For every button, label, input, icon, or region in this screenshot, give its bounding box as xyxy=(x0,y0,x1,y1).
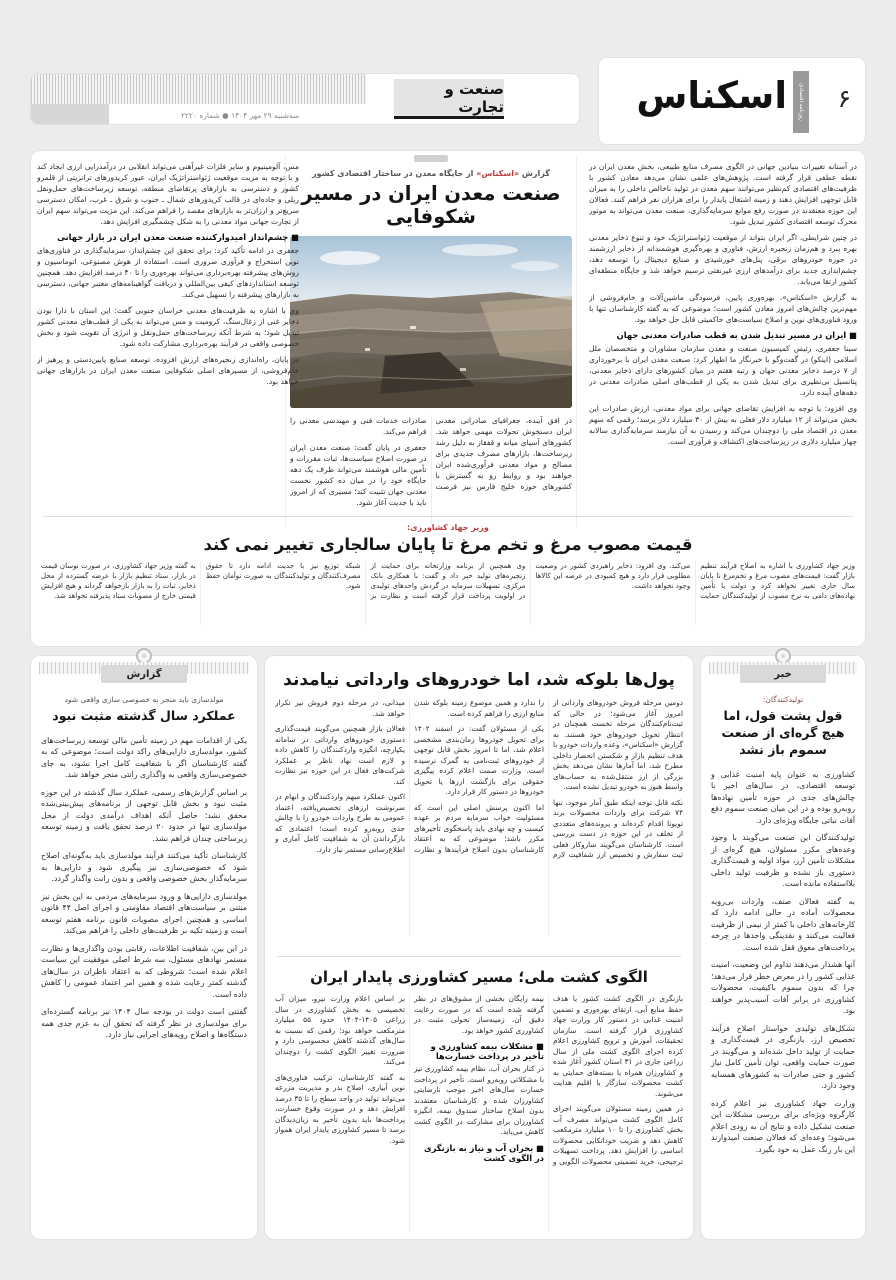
body-paragraph: یکی از مسئولان گفت: در اسفند ۱۴۰۲ برای تحویل خودروها زمان‌بندی مشخصی اعلام شد، اما تا امروز بخش قابل توجهی از خودروهای ثبت‌نامی به گمرک نرسیده است. وزارت صمت اعلام کرده پیگیری حقوقی برای بازگشت ارزها یا تحویل خودروها در دستور کار قرار دارد. xyxy=(414,724,544,796)
body-paragraph: سینا جعفری، رئیس کمیسیون صنعت و معدن سازمان مشاوران و متخصصان ملل اسلامی (اینکو) در گفت‌وگو با خبرنگار ما اظهار کرد: صنعت معدن ایران با برخورداری از ۷ درصد ذخایر معدنی جهان و رتبه هفتم در میان کشورهای دارای ذخایر معدنی، پتانسیل بی‌نظیری برای تبدیل شدن به یکی از قطب‌های اصلی صادرات معدنی در دهه‌های آینده دارد. xyxy=(589,344,857,397)
body-paragraph: به گفته وزیر جهاد کشاورزی، در صورت نوسان قیمت در بازار، ستاد تنظیم بازار با عرضه گسترده از محل ذخایر، ثبات را به بازار بازخواهد گرداند و هیچ افزایش قیمتی خارج از مصوبات ستاد پذیرفته نخواهد شد. xyxy=(41,562,196,600)
body-paragraph: گفتنی است دولت در بودجه سال ۱۴۰۴ نیز برنامه گسترده‌ای برای مولدسازی در نظر گرفته که تحقق آن به عزم جدی همه دستگاه‌ها و اصلاح رویه‌های اجرایی نیاز دارد. xyxy=(41,1007,247,1040)
crops-subhead-water: ■ بحران آب و نیاز به بازنگری در الگوی کشت xyxy=(424,1142,544,1163)
body-paragraph: فعالان بازار همچنین می‌گویند قیمت‌گذاری دستوری خودروهای وارداتی در سامانه یکپارچه، انگیزه واردکنندگان را کاهش داده و لازم است نهاد ناظر بر عملکرد شرکت‌های فعال در این حوزه نیز نظارت کند. xyxy=(275,724,405,786)
report-body xyxy=(31,731,257,1213)
report-card xyxy=(30,655,258,1240)
kicker-text: گزارش xyxy=(519,169,550,178)
header-gray-block xyxy=(31,104,109,125)
body-paragraph: آنها هشدار می‌دهند تداوم این وضعیت، امنیت غذایی کشور را در معرض خطر قرار می‌دهد؛ چرا که بدون سموم باکیفیت، محصولات کشاورزی در برابر آفات آسیب‌پذیر خواهند بود. xyxy=(711,960,855,1016)
chicken-kicker: وزیر جهاد کشاورزی: xyxy=(407,523,489,532)
article-chicken xyxy=(41,523,855,625)
news-headline: قول پشت قول، اما هیچ گره‌ای از صنعت سموم باز نشد xyxy=(721,708,845,757)
article-cars-crops-card xyxy=(264,655,694,1240)
body-paragraph: یکی از اقدامات مهم در زمینه تأمین مالی توسعه زیرساخت‌های کشور، مولدسازی دارایی‌های راکد دولت است؛ موضوعی که به گفته کارشناسان اگر با شفافیت کامل اجرا نشود، به جای خصوصی‌سازی واقعی به واگذاری رانتی منجر خواهد شد. xyxy=(41,735,247,780)
body-paragraph: کشاورزی به عنوان پایه امنیت غذایی و توسعه اقتصادی، در سال‌های اخیر با چالش‌های جدی در حوزه تأمین نهاده‌ها روبه‌رو بوده و در این میان صنعت سموم دفع آفات نباتی جایگاه ویژه‌ای دارد. xyxy=(711,769,855,825)
body-paragraph: وی با اشاره به ظرفیت‌های معدنی خراسان جنوبی گفت: این استان با دارا بودن ذخایر غنی از زغال‌سنگ، کرومیت و مس می‌تواند به یکی از قطب‌های معدنی کشور تبدیل شود؛ به شرط آنکه زیرساخت‌های حمل‌ونقل و انرژی آن تقویت شود و بخش خصوصی واقعی در فرآیند بهره‌برداری مشارکت داده شود. xyxy=(37,306,299,348)
body-paragraph: جعفری در پایان گفت: صنعت معدن ایران در صورت اصلاح سیاست‌ها، ثبات مقررات و تأمین مالی هوشمند می‌تواند ظرف یک دهه جایگاه خود را در میان ده کشور نخست معدنی جهان تثبیت کند؛ مسیری که از امروز باید با جدیت آغاز شود. xyxy=(290,442,427,507)
body-paragraph: اکنون عملکرد مبهم واردکنندگان و ابهام در سرنوشت ارزهای تخصیص‌یافته، اعتماد عمومی به طرح واردات خودرو را با چالش جدی روبه‌رو کرده است؛ اعتمادی که بازگرداندن آن به شفافیت کامل آماری و اطلاع‌رسانی مستمر نیاز دارد. xyxy=(275,792,405,854)
body-paragraph: دومین مرحله فروش خودروهای وارداتی از امروز آغاز می‌شود؛ در حالی که ثبت‌نام‌کنندگان مرحله نخست همچنان در انتظار تحویل خودروهای خود هستند. به گزارش «اسکناس»، وعده واردات خودرو با هدف تنظیم بازار و شکستن انحصار داخلی مطرح شد، اما آمارها نشان می‌دهد بخش بزرگی از ارز منتقل‌شده به حساب‌های واسط هنوز به خودرو تبدیل نشده است. xyxy=(553,698,683,791)
body-paragraph: مس، آلومینیوم و سایر فلزات غیرآهنی می‌تواند انقلابی در درآمدزایی ارزی ایجاد کند و با توجه به مزیت موقعیت ژئواستراتژیک ایران، عبور کریدورهای ترانزیتی از قلمرو کشور و دسترسی به بازارهای پرتقاضای منطقه، توسعه زیرساخت‌های حمل‌ونقل ریلی و جاده‌ای در قالب کریدورهای شمال ـ جنوب و شرق ـ غرب، امکان دسترسی سریع‌تر و ارزان‌تر به بازارهای مقصد را فراهم می‌کند. این مزیت می‌تواند سهم ایران از تجارت جهانی مواد معدنی را به شکل چشمگیری افزایش دهد. xyxy=(37,162,299,226)
header-hatch-decoration xyxy=(31,74,366,104)
cars-headline: پول‌ها بلوکه شد، اما خودروهای وارداتی نیامدند xyxy=(283,670,675,690)
mine-center-columns xyxy=(290,415,572,527)
kicker-brand: «اسکناس» xyxy=(476,169,520,178)
news-body xyxy=(701,765,865,1247)
body-paragraph: در همین زمینه مسئولان می‌گویند اجرای کامل الگوی کشت می‌تواند مصرف آب بخش کشاورزی را تا ۱۰ میلیارد مترمکعب کاهش دهد و ضریب خوداتکایی محصولات اساسی را افزایش دهد. پرداخت تسهیلات ترجیحی، خرید تضمینی محصولات الگویی و بیمه رایگان بخشی از مشوق‌های در نظر گرفته شده است که در صورت رعایت دقیق آن، زمینه‌ساز تحولی مثبت در کشاورزی کشور خواهد بود. xyxy=(414,994,683,1166)
body-paragraph: اما اکنون پرسش اصلی این است که مسئولیت خواب سرمایه مردم بر عهده کیست و چه نهادی باید پاسخگوی تأخیرهای مکرر باشد؛ موضوعی که به اعتقاد کارشناسان بدون اصلاح فرآیندها و نظارت میدانی، در مرحله دوم فروش نیز تکرار خواهد شد. xyxy=(275,698,544,854)
body-paragraph: در این بین، شفافیت اطلاعات، رقابتی بودن واگذاری‌ها و نظارت مستمر نهادهای مسئول، سه شرط اصلی موفقیت این سیاست اعلام شده است؛ شروطی که به اعتقاد ناظران در سال‌های گذشته کمتر رعایت شده و همین امر اعتماد عمومی را کاهش داده است. xyxy=(41,943,247,999)
mine-photo xyxy=(290,236,572,408)
crops-headline: الگوی کشت ملی؛ مسیر کشاورزی پایدار ایران xyxy=(310,968,648,986)
body-paragraph: وی افزود: با توجه به افزایش تقاضای جهانی برای مواد معدنی، ارزش صادرات این بخش می‌تواند از ۱۲ میلیارد دلار فعلی به بیش از ۳۰ میلیارد دلار برسد؛ رقمی که سهم معدن در اقتصاد ملی را دوچندان می‌کند و رسیدن به آن نیازمند سرمایه‌گذاری سالانه چهار میلیارد دلاری در زیرساخت‌های اکتشاف و فرآوری است. xyxy=(589,404,857,446)
headline-ornament xyxy=(414,155,448,162)
body-paragraph: وزارت جهاد کشاورزی نیز اعلام کرده کارگروه ویژه‌ای برای بررسی مشکلات این صنعت تشکیل داده و نتایج آن به زودی اعلام می‌شود؛ وعده‌ای که فعالان صنعت امیدوارند این بار رنگ عمل به خود بگیرد. xyxy=(711,1098,855,1154)
mine-kicker xyxy=(290,169,572,178)
body-paragraph: جعفری در ادامه تأکید کرد: برای تحقق این چشم‌انداز، سرمایه‌گذاری در فناوری‌های نوین استخراج و فرآوری ضروری است. استفاده از هوش مصنوعی، اتوماسیون و روش‌های پیشرفته بهره‌برداری می‌تواند بهره‌وری را تا ۴۰ درصد افزایش دهد. همچنین توسعه استانداردهای کیفی بین‌المللی و دریافت گواهینامه‌های معتبر جهانی، دسترسی به بازارهای پیشرفته را تسهیل می‌کند. xyxy=(37,246,299,299)
date-line: سه‌شنبه ۲۹ مهر ۱۴۰۴ ● شماره ۲۲۲۰ xyxy=(180,110,300,120)
mine-subhead-exports: ■ ایران در مسیر تبدیل شدن به قطب صادرات معدنی جهان xyxy=(616,330,857,340)
chicken-columns xyxy=(41,561,855,625)
body-paragraph: نکته قابل توجه اینکه طبق آمار موجود، تنها ۷۴ شرکت برای واردات محصولات برند تویوتا اقدام کرده‌اند و پرونده‌های متعددی از تخلف در این حوزه در دست بررسی است. کارشناسان می‌گویند سازوکار فعلی ثبت سفارش و تخصیص ارز شفافیت لازم را ندارد و همین موضوع زمینه بلوکه شدن منابع ارزی را فراهم کرده است. xyxy=(414,698,683,859)
body-paragraph: بر اساس گزارش‌های رسمی، عملکرد سال گذشته در این حوزه مثبت نبود و بخش قابل توجهی از برنامه‌های پیش‌بینی‌شده محقق نشد؛ حاصل آنکه اهداف درآمدی دولت از محل مولدسازی تنها در حدود ۲۰ درصد تحقق یافت و زمینه توسعه زیرساختی چندان فراهم نشد. xyxy=(41,787,247,843)
body-paragraph: بازنگری در الگوی کشت کشور با هدف حفظ منابع آبی، ارتقای بهره‌وری و تضمین امنیت غذایی در دستور کار وزارت جهاد کشاورزی قرار گرفته است. سازمان تحقیقات، آموزش و ترویج کشاورزی اعلام کرده اجرای الگوی کشت ملی از سال زراعی جاری در ۳۱ استان کشور آغاز شده و کشاورزان همراه با بسته‌های حمایتی به کشت محصولات سازگار با اقلیم هدایت می‌شوند. xyxy=(553,994,683,1098)
paper-tagline-strip xyxy=(793,71,809,133)
body-paragraph: کارشناسان تأکید می‌کنند فرآیند مولدسازی باید به‌گونه‌ای اصلاح شود که خصوصی‌سازی نیز پیگیری شود و دارایی‌ها به سرمایه‌گذار بخش خصوصی واقعی و بدون رانت واگذار گردد. xyxy=(41,851,247,884)
mine-right-column xyxy=(589,161,857,511)
article-crops xyxy=(265,968,693,1232)
report-tab-label: گزارش xyxy=(101,665,187,683)
paper-logo: اسکناس xyxy=(636,74,787,117)
chicken-headline: قیمت مصوب مرغ و تخم مرغ تا پایان سالجاری تغییر نمی کند xyxy=(203,535,693,554)
body-paragraph: در آستانه تغییرات بنیادین جهانی در الگوی مصرف منابع طبیعی، بخش معدن ایران در نقطه عطفی قرار گرفته است. پژوهش‌های علمی نشان می‌دهد معادن کشور با ظرفیت‌های اقتصادی کم‌نظیر می‌توانند سهم معدن در تولید ناخالص داخلی را به میزان قابل توجهی افزایش دهند و زمینه اشتغال پایدار را برای هزاران نفر فراهم کنند. فعالان این حوزه معتقدند در صورت رفع موانع سرمایه‌گذاری، صنعت معدن می‌تواند به موتور محرک توسعه اقتصادی کشور تبدیل شود. xyxy=(589,162,857,226)
page-number: ۶ xyxy=(837,84,851,113)
body-paragraph: مولدسازی دارایی‌ها و ورود سرمایه‌های مردمی به این بخش نیز مبتنی بر سیاست‌های اقتصاد مقاومتی و اجرای اصل ۴۴ قانون اساسی و همچنین اجرای مصوبات قانون برنامه هفتم توسعه است و زمینه تکیه بر ظرفیت‌های داخلی را فراهم می‌کند. xyxy=(41,891,247,936)
masthead xyxy=(598,57,866,145)
news-tab-label: خبر xyxy=(740,665,826,683)
body-paragraph: تشکل‌های تولیدی خواستار اصلاح فرآیند تخصیص ارز، بازنگری در قیمت‌گذاری و حمایت از تولید داخل شده‌اند و می‌گویند در صورت حمایت واقعی، توان تأمین کامل نیاز کشور و حتی صادرات به کشورهای همسایه وجود دارد. xyxy=(711,1023,855,1091)
mine-headline: صنعت معدن ایران در مسیر شکوفایی xyxy=(301,182,561,229)
mine-left-column xyxy=(37,161,299,511)
kicker-text: از جایگاه معدن در ساختار اقتصادی کشور xyxy=(312,169,477,178)
body-paragraph: در چنین شرایطی، اگر ایران بتواند از موقعیت ژئواستراتژیک خود و تنوع ذخایر معدنی بهره ببرد و هم‌زمان زنجیره ارزش، فناوری و بهره‌گیری هوشمندانه از ذخایر ارزشمند در حوزه خودروهای برقی، پنل‌های خورشیدی و صنایع دیجیتال را توسعه دهد، چشم‌اندازی جدید برای درآمدهای ارزی غیرنفتی ترسیم خواهد شد و جایگاه منطقه‌ای کشور ارتقا می‌یابد. xyxy=(589,233,857,286)
body-paragraph: به گزارش «اسکناس»، بهره‌وری پایین، فرسودگی ماشین‌آلات و خام‌فروشی از مهم‌ترین چالش‌های امروز معادن کشور است؛ موضوعی که به گفته کارشناسان تنها با ورود فناوری‌های نوین و اصلاح سیاست‌های حاکمیتی قابل حل خواهد بود. xyxy=(589,293,857,324)
body-paragraph: به گفته کارشناسان، ترکیب فناوری‌های نوین آبیاری، اصلاح بذر و مدیریت مزرعه می‌تواند تولید در واحد سطح را تا ۳۵ درصد افزایش دهد و در صورت وقوع خسارت، پرداخت‌ها باید بدون تأخیر به زیان‌دیدگان برسد تا مسیر کشاورزی پایدار ایران هموار شود. xyxy=(275,1072,405,1145)
article-divider xyxy=(277,956,681,957)
crops-columns xyxy=(275,994,683,1232)
mine-center-block xyxy=(285,155,577,527)
news-card xyxy=(700,655,866,1240)
body-paragraph: تولیدکنندگان این صنعت می‌گویند با وجود وعده‌های مکرر مسئولان، هیچ گره‌ای از مشکلات تأمین ارز، مواد اولیه و قیمت‌گذاری دستوری باز نشده و ظرفیت تولید داخلی بلااستفاده مانده است. xyxy=(711,833,855,889)
news-kicker: تولیدکنندگان: xyxy=(762,695,804,704)
body-paragraph: وی همچنین از برنامه وزارتخانه برای حمایت از زنجیره‌های تولید خبر داد و گفت: با همکاری بانک مرکزی، تسهیلات سرمایه در گردش واحدهای تولیدی در اولویت پرداخت قرار گرفته است و نظارت بر شبکه توزیع نیز با جدیت ادامه دارد تا حقوق مصرف‌کنندگان و تولیدکنندگان به صورت توأمان حفظ شود. xyxy=(205,562,526,600)
body-paragraph: در کنار بحران آب، نظام بیمه کشاورزی نیز با مشکلاتی روبه‌رو است. تأخیر در پرداخت خسارت سال‌های اخیر موجب نارضایتی کشاورزان شده و کارشناسان معتقدند بدون اصلاح ساختار صندوق بیمه، انگیزه کشاورزان برای مشارکت در الگوی کشت کاهش می‌یابد. xyxy=(414,1064,544,1136)
body-paragraph: بر اساس اعلام وزارت نیرو، میزان آب تخصیصی به بخش کشاورزی در سال زراعی ۱۴۰۵-۱۴۰۴ حدود ۵۵ میلیارد مترمکعب خواهد بود؛ رقمی که نسبت به سال‌های گذشته کاهش محسوسی دارد و ضرورت تغییر الگوی کشت را دوچندان می‌کند. xyxy=(275,994,405,1066)
article-divider xyxy=(43,516,853,517)
report-kicker: مولدسازی باید منجر به خصوصی سازی واقعی شود xyxy=(64,695,224,704)
section-tab: صنعت و تجارت xyxy=(394,79,504,119)
crops-subhead-insurance: ■ مشکلات بیمه کشاورزی و تأخیر در پرداخت خسارت‌ها xyxy=(430,1041,544,1061)
report-headline: عملکرد سال گذشته مثبت نبود xyxy=(52,708,236,723)
body-paragraph: در پایان، راه‌اندازی زنجیره‌های ارزش افزوده، توسعه صنایع پایین‌دستی و پرهیز از خام‌فروشی، از مسیرهای اصلی شکوفایی صنعت معدن ایران در بازارهای جهانی خواهد بود. xyxy=(37,355,299,386)
mine-subhead-outlook: ■ چشم‌انداز امیدوارکننده صنعت معدن ایران در بازار جهانی xyxy=(57,232,299,242)
cars-columns xyxy=(275,698,683,936)
article-mine-card xyxy=(30,150,866,647)
header-bar xyxy=(30,73,580,125)
body-paragraph: وزیر جهاد کشاورزی با اشاره به اصلاح فرآیند تنظیم بازار گفت: قیمت‌های مصوب مرغ و تخم‌مرغ تا پایان سال جاری تغییر نخواهد کرد و دولت با تأمین نهاده‌های دامی به نرخ مصوب از تولیدکنندگان حمایت می‌کند. وی افزود: ذخایر راهبردی کشور در وضعیت مطلوبی قرار دارد و هیچ کمبودی در عرضه این کالاها وجود نخواهد داشت. xyxy=(535,562,855,600)
body-paragraph: به گفته فعالان صنف، واردات بی‌رویه محصولات آماده در حالی ادامه دارد که کارخانه‌های داخلی با کمتر از نیمی از ظرفیت فعالیت می‌کنند و نقدینگی واحدها در چرخه پرداخت‌های معوق قفل شده است. xyxy=(711,896,855,952)
body-paragraph: در افق آینده، جغرافیای صادراتی معدنی ایران دستخوش تحولات مهمی خواهد شد. کشورهای آسیای میانه و قفقاز به دلیل رشد زیرساخت‌ها، بازارهای مصرف جدیدی برای مصالح و مواد معدنی فرآوری‌شده ایران خواهند بود و روابط رو به گسترش با کشورهای حوزه خلیج فارس نیز فرصت صادرات خدمات فنی و مهندسی معدنی را فراهم می‌کند. xyxy=(290,415,572,491)
paper-tagline: روزنامه اقتصادی xyxy=(798,83,804,121)
